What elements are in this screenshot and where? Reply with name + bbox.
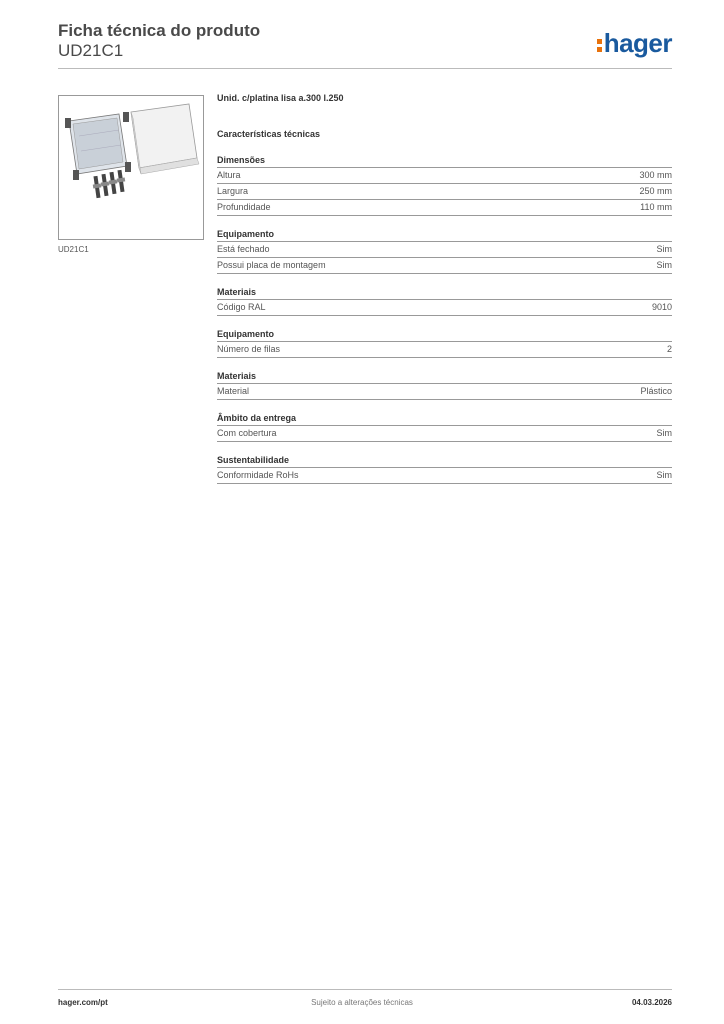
spec-label: Material [217, 386, 250, 396]
spec-row [217, 184, 672, 200]
spec-label: Com cobertura [217, 428, 277, 438]
spec-value: Sim [656, 428, 672, 438]
spec-label: Está fechado [217, 244, 270, 254]
spec-value: 2 [666, 344, 672, 354]
group-title: Sustentabilidade [217, 455, 672, 468]
page-title: Ficha técnica do produto [58, 21, 261, 40]
spec-label: Código RAL [217, 302, 266, 312]
group-title: Materiais [217, 287, 672, 300]
spec-row [217, 468, 672, 484]
spec-label: Altura [217, 170, 241, 180]
spec-value: 110 mm [640, 202, 672, 212]
spec-row [217, 300, 672, 316]
logo-colon-icon [597, 36, 602, 55]
footer-divider [58, 989, 672, 990]
spec-row [217, 342, 672, 358]
spec-row [217, 242, 672, 258]
group-title: Materiais [217, 371, 672, 384]
product-illustration-icon [59, 96, 203, 239]
spec-label: Largura [217, 186, 249, 196]
spec-value: 300 mm [639, 170, 672, 180]
spec-group [217, 413, 672, 442]
spec-value: Sim [656, 244, 672, 254]
footer-website-link[interactable]: hager.com/pt [58, 998, 108, 1007]
spec-row [217, 200, 672, 216]
product-image [58, 95, 204, 240]
product-name: Unid. c/platina lisa a.300 l.250 [217, 93, 344, 103]
spec-row [217, 258, 672, 274]
spec-group [217, 371, 672, 400]
group-title: Equipamento [217, 229, 672, 242]
group-title: Âmbito da entrega [217, 413, 672, 426]
footer-disclaimer: Sujeito a alterações técnicas [311, 998, 413, 1007]
product-code: UD21C1 [58, 41, 124, 60]
section-heading: Características técnicas [217, 129, 321, 139]
spec-label: Conformidade RoHs [217, 470, 299, 480]
spec-group [217, 455, 672, 484]
spec-group [217, 155, 672, 216]
group-title: Equipamento [217, 329, 672, 342]
footer-date: 04.03.2026 [631, 998, 672, 1007]
spec-group [217, 329, 672, 358]
spec-label: Profundidade [217, 202, 271, 212]
spec-content [217, 93, 672, 497]
image-caption: UD21C1 [58, 245, 89, 254]
spec-value: 250 mm [639, 186, 672, 196]
spec-group [217, 287, 672, 316]
spec-row [217, 168, 672, 184]
spec-value: Sim [656, 260, 672, 270]
spec-row [217, 426, 672, 442]
spec-row [217, 384, 672, 400]
spec-value: Sim [656, 470, 672, 480]
spec-group [217, 229, 672, 274]
spec-label: Possui placa de montagem [217, 260, 326, 270]
spec-label: Número de filas [217, 344, 281, 354]
spec-value: 9010 [651, 302, 672, 312]
hager-logo[interactable] [597, 28, 672, 59]
logo-text: hager [603, 28, 672, 58]
header-divider [58, 68, 672, 69]
spec-value: Plástico [640, 386, 672, 396]
group-title: Dimensões [217, 155, 672, 168]
